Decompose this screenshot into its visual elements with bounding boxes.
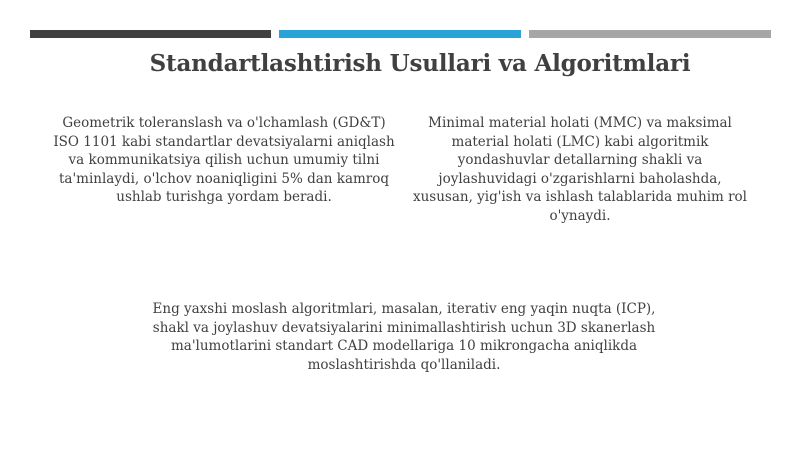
accent-bar-dark <box>30 30 271 38</box>
accent-bar-blue <box>279 30 521 38</box>
accent-bar-gray <box>529 30 771 38</box>
top-accent-bars <box>30 30 771 38</box>
left-paragraph: Geometrik toleranslash va o'lchamlash (GD&T) ISO 1101 kabi standartlar devatsiyalarni aniqlash va kommunikatsiya qilish uchun umumiy tilni ta'minlaydi, o'lchov noaniqligini 5% dan kamroq ushlab turishga yordam beradi. <box>53 115 395 206</box>
bottom-paragraph: Eng yaxshi moslash algoritmlari, masalan, iterativ eng yaqin nuqta (ICP), shakl va joylashuv devatsiyalarini minimallashtirish uchun 3D skanerlash ma'lumotlarini standart CAD modellariga 10 mikrongacha aniqlikda moslashtirishda qo'llaniladi. <box>152 301 656 373</box>
right-paragraph: Minimal material holati (MMC) va maksimal material holati (LMC) kabi algoritmik yondashuvlar detallarning shakli va joylashuvidagi o'zgarishlarni baholashda, xususan, yig'ish va ishlash talablarida muhim rol o'ynaydi. <box>413 115 747 224</box>
slide-title: Standartlashtirish Usullari va Algoritmlari <box>149 50 691 77</box>
